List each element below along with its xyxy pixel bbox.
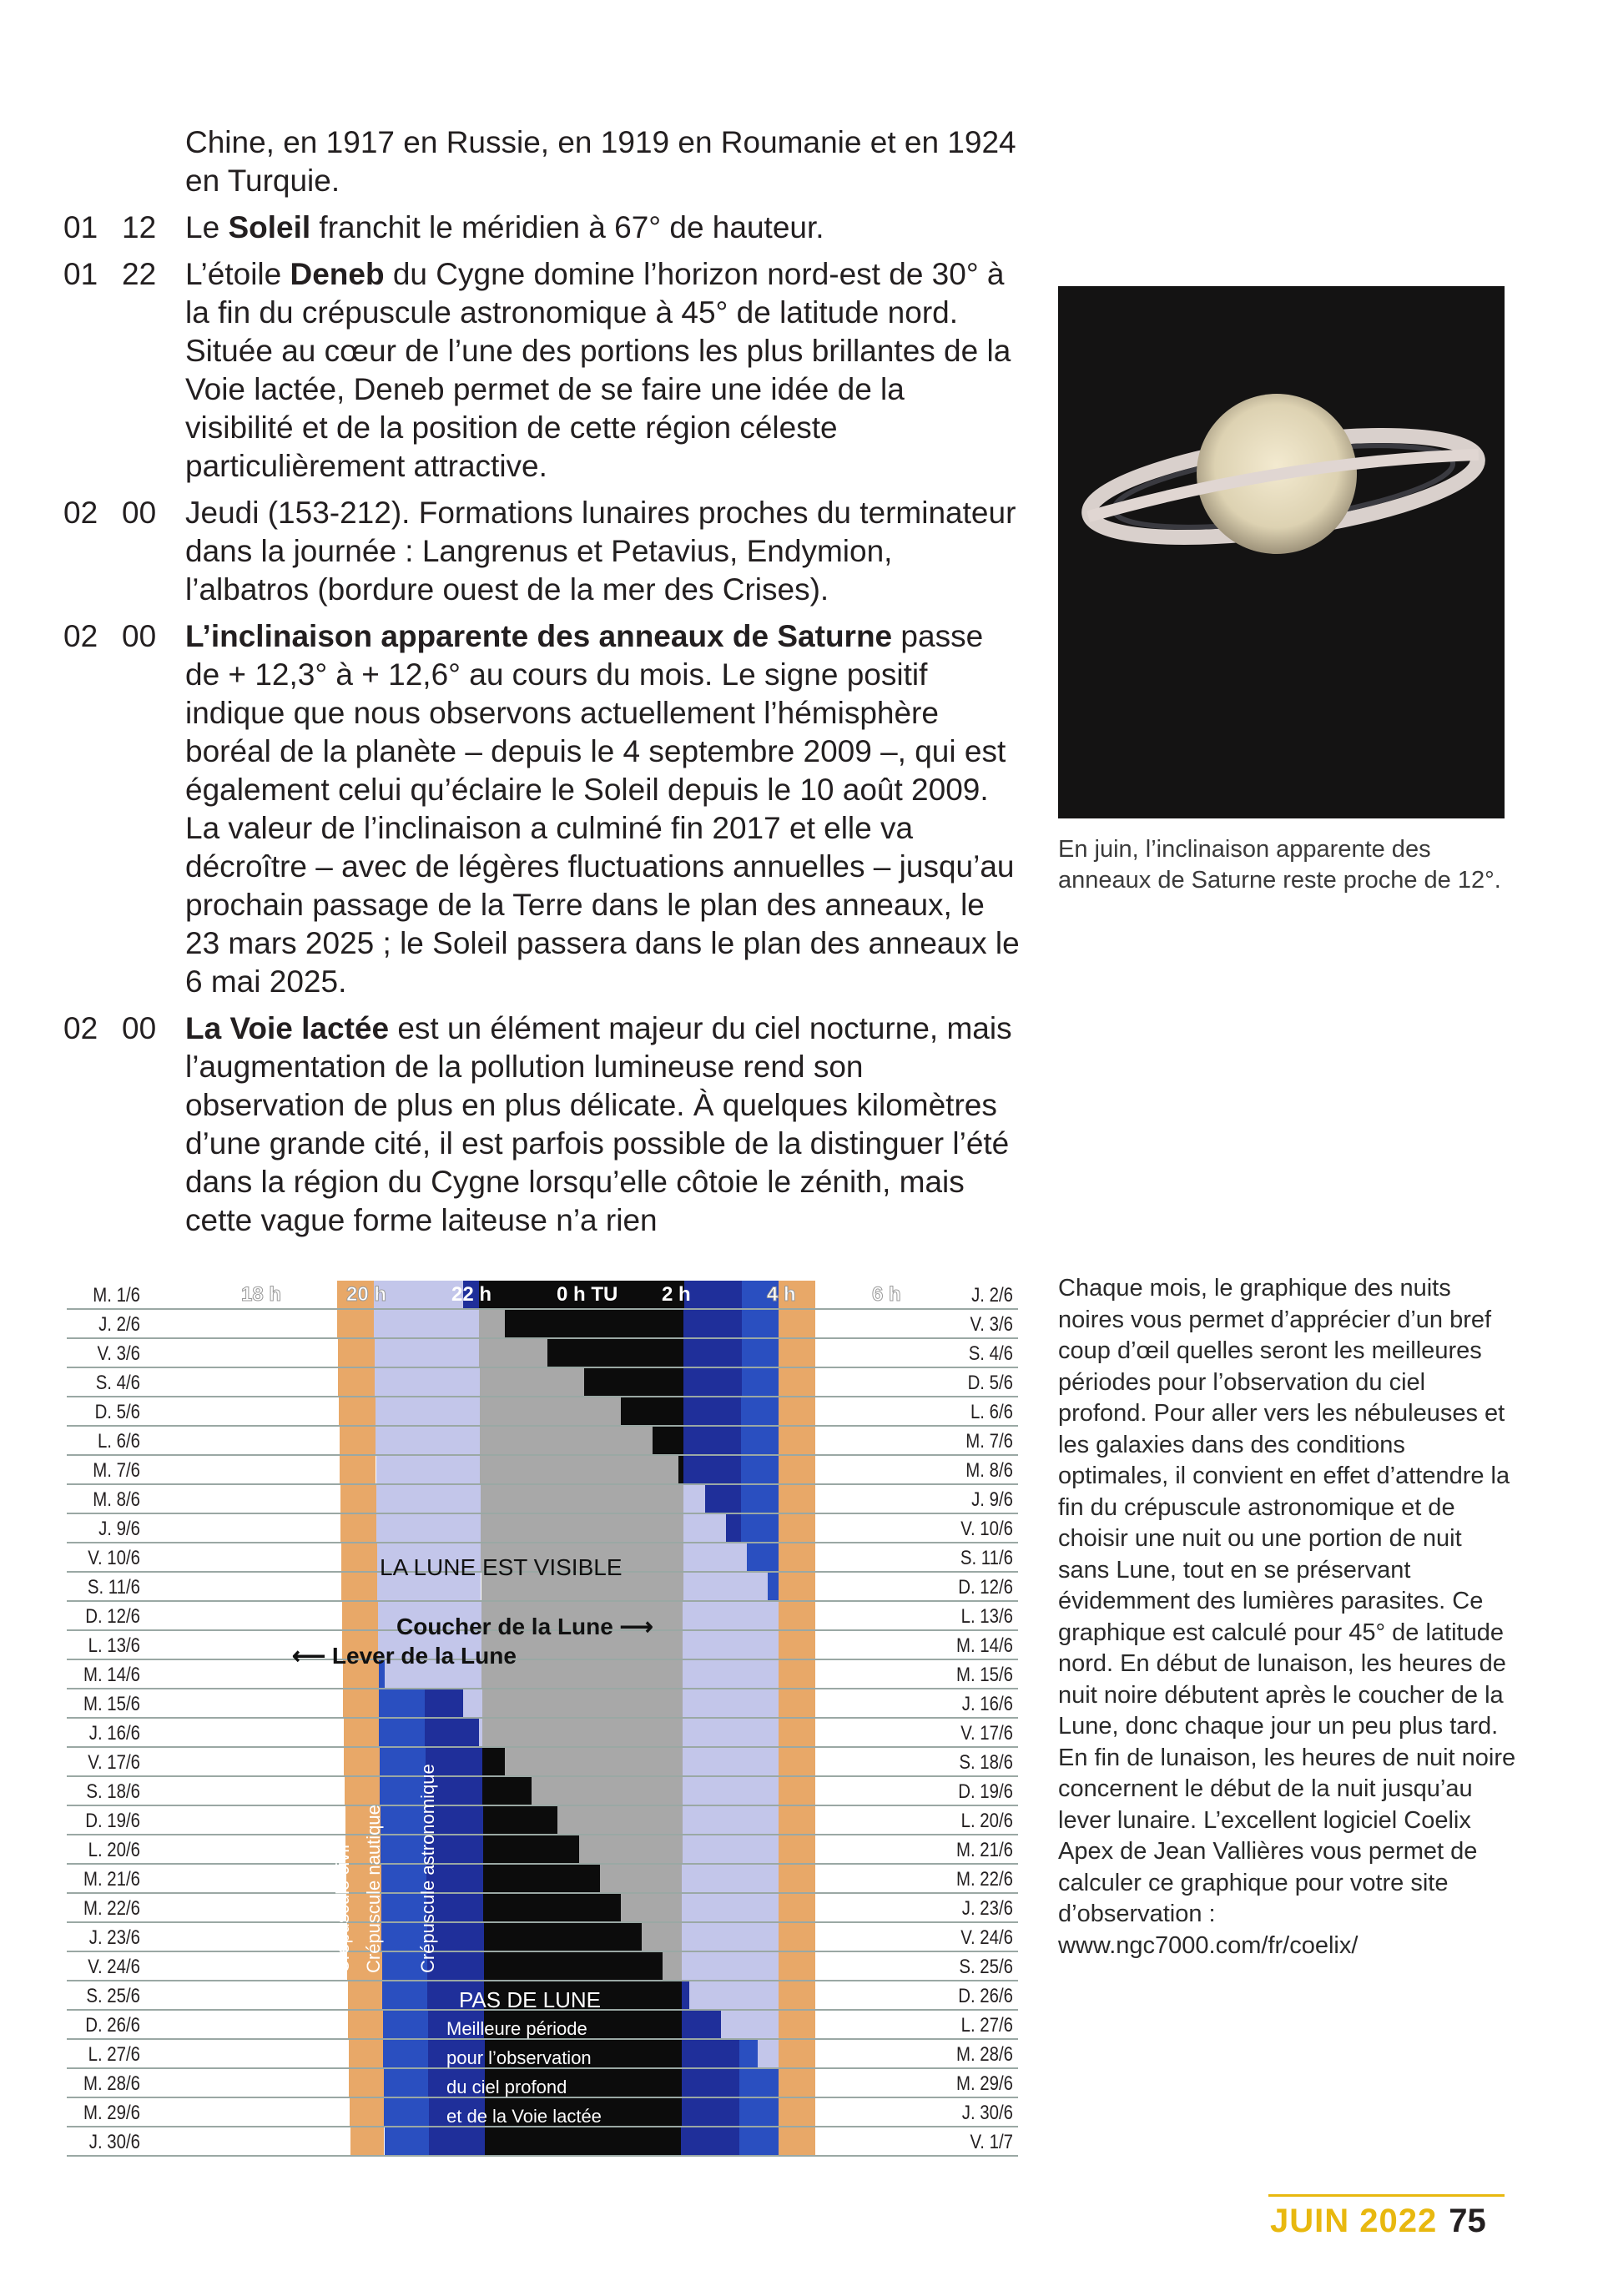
page-number: 75 bbox=[1449, 2203, 1486, 2239]
astronomical-twilight bbox=[683, 1339, 741, 1368]
moon-visible-label: LA LUNE EST VISIBLE bbox=[380, 1554, 623, 1580]
row-label-left: J. 16/6 bbox=[88, 1722, 140, 1745]
civil-twilight bbox=[779, 2040, 815, 2069]
civil-twilight bbox=[344, 1719, 379, 1748]
row-label-right: D. 12/6 bbox=[958, 1576, 1013, 1599]
entry-text: Jeudi (153-212). Formations lunaires proches du terminateur dans la journée : Langrenus et Petavius, Endymion, l’albatros (bordure ouest de la mer des Crises). bbox=[185, 496, 1016, 607]
civil-twilight bbox=[779, 1952, 815, 1981]
row-label-right: J. 2/6 bbox=[971, 1284, 1013, 1307]
moon-twilight bbox=[682, 1952, 779, 1981]
row-label-left: M. 14/6 bbox=[83, 1664, 140, 1686]
civil-twilight bbox=[779, 1456, 815, 1485]
row-label-left: D. 12/6 bbox=[85, 1605, 140, 1628]
ephemeris-entry bbox=[0, 494, 1016, 609]
civil-twilight bbox=[779, 1514, 815, 1543]
civil-twilight bbox=[779, 1981, 815, 2011]
civil-twilight bbox=[348, 1981, 382, 2011]
astronomical-twilight bbox=[683, 1397, 741, 1427]
civil-twilight bbox=[779, 1602, 815, 1631]
nautical-twilight bbox=[379, 1719, 425, 1748]
chart-row bbox=[67, 1835, 1018, 1865]
moon-twilight bbox=[376, 1397, 480, 1427]
row-label-right: S. 11/6 bbox=[960, 1547, 1013, 1569]
row-label-left: L. 13/6 bbox=[88, 1634, 140, 1657]
moon-twilight bbox=[721, 2011, 779, 2040]
civil-twilight bbox=[338, 1339, 375, 1368]
row-label-right: V. 1/7 bbox=[970, 2131, 1013, 2153]
row-label-left: J. 9/6 bbox=[98, 1518, 140, 1540]
moon-twilight bbox=[683, 1689, 779, 1719]
entry-hour: 00 bbox=[122, 1011, 157, 1045]
civil-twilight bbox=[779, 1689, 815, 1719]
time-tick: 22 h bbox=[451, 1283, 492, 1306]
chart-row bbox=[67, 1485, 1018, 1514]
moon-visible bbox=[480, 1368, 584, 1397]
moon-twilight bbox=[683, 1514, 726, 1543]
astronomical-twilight bbox=[682, 2069, 739, 2098]
nautical-twilight-label: Crépuscule nautique bbox=[363, 1805, 384, 1973]
moonset-label: Coucher de la Lune ⟶ bbox=[396, 1614, 653, 1639]
moon-visible bbox=[482, 1719, 683, 1748]
astronomical-twilight bbox=[681, 2127, 739, 2157]
nautical-twilight bbox=[739, 2127, 779, 2157]
chart-row bbox=[67, 1806, 1018, 1835]
row-label-right: J. 9/6 bbox=[971, 1488, 1013, 1511]
no-moon-label: PAS DE LUNE bbox=[459, 1987, 602, 2012]
civil-twilight bbox=[779, 1397, 815, 1427]
civil-twilight bbox=[779, 1806, 815, 1835]
chart-row bbox=[67, 1923, 1018, 1952]
entry-text: L’inclinaison apparente des anneaux de Saturne passe de + 12,3° à + 12,6° au cours du mois. Le signe positif indique que nous observons actuellement l’hémisphère boréal de la planète – depuis le 4 septembre 2009 –, qui est également celui qu’éclaire le Soleil depuis le 10 août 2009. La valeur de l’inclinaison a culminé fin 2017 et elle va décroître – avec de légères fluctuations annuelles – jusqu’au prochain passage de la Terre dans le plan des anneaux, le 23 mars 2025 ; le Soleil passera dans le plan des anneaux le 6 mai 2025. bbox=[185, 619, 1020, 999]
astronomical-twilight bbox=[682, 2098, 739, 2127]
moon-twilight bbox=[683, 1719, 779, 1748]
civil-twilight bbox=[779, 1573, 815, 1602]
row-label-right: M. 8/6 bbox=[965, 1459, 1013, 1482]
chart-row bbox=[67, 1748, 1018, 1777]
civil-twilight bbox=[779, 2069, 815, 2098]
time-tick: 20 h bbox=[346, 1283, 387, 1306]
nautical-twilight bbox=[741, 1397, 779, 1427]
chart-row bbox=[67, 1456, 1018, 1485]
moon-visible bbox=[479, 1339, 547, 1368]
moon-twilight bbox=[682, 1865, 779, 1894]
chart-row bbox=[67, 1514, 1018, 1543]
entry-text: Chine, en 1917 en Russie, en 1919 en Roumanie et en 1924 en Turquie. bbox=[185, 125, 1016, 198]
best-period-label: Meilleure période bbox=[446, 2018, 587, 2039]
row-label-right: L. 13/6 bbox=[960, 1605, 1013, 1628]
moon-twilight bbox=[683, 1835, 779, 1865]
civil-twilight bbox=[779, 1835, 815, 1865]
civil-twilight bbox=[779, 1923, 815, 1952]
row-label-right: S. 4/6 bbox=[968, 1342, 1013, 1365]
civil-twilight bbox=[779, 1777, 815, 1806]
moon-twilight bbox=[376, 1514, 481, 1543]
entry-hour: 22 bbox=[122, 257, 157, 291]
entry-day: 01 bbox=[63, 257, 98, 291]
civil-twilight bbox=[779, 2098, 815, 2127]
chart-row bbox=[67, 1719, 1018, 1748]
civil-twilight bbox=[345, 1777, 380, 1806]
row-label-right: D. 5/6 bbox=[967, 1372, 1013, 1394]
row-label-right: M. 21/6 bbox=[955, 1839, 1013, 1861]
time-tick: 0 h TU bbox=[557, 1283, 618, 1306]
saturn-photo bbox=[1058, 286, 1505, 818]
row-label-left: M. 21/6 bbox=[83, 1868, 140, 1891]
dark-night bbox=[485, 2127, 681, 2157]
nautical-twilight bbox=[739, 2069, 779, 2098]
chart-row bbox=[67, 1865, 1018, 1894]
row-label-right: D. 26/6 bbox=[958, 1985, 1013, 2007]
best-period-label: pour l’observation bbox=[446, 2047, 592, 2068]
best-period-label: et de la Voie lactée bbox=[446, 2106, 602, 2127]
time-tick: 18 h bbox=[241, 1283, 282, 1306]
ephemeris-entry bbox=[0, 123, 1016, 200]
row-label-left: S. 18/6 bbox=[86, 1780, 140, 1803]
chart-row bbox=[67, 2127, 1018, 2157]
best-period-label: du ciel profond bbox=[446, 2077, 567, 2097]
photo-caption: En juin, l’inclinaison apparente des anneaux de Saturne reste proche de 12°. bbox=[1058, 836, 1501, 894]
row-label-left: M. 7/6 bbox=[93, 1459, 140, 1482]
row-label-left: J. 30/6 bbox=[88, 2131, 140, 2153]
moon-visible bbox=[505, 1748, 682, 1777]
civil-twilight bbox=[340, 1485, 376, 1514]
civil-twilight bbox=[337, 1310, 374, 1339]
row-label-left: M. 28/6 bbox=[83, 2072, 140, 2095]
civil-twilight bbox=[339, 1397, 376, 1427]
row-label-right: V. 17/6 bbox=[960, 1722, 1013, 1745]
row-label-left: V. 3/6 bbox=[97, 1342, 140, 1365]
nautical-twilight bbox=[741, 1456, 779, 1485]
nautical-twilight bbox=[739, 2098, 779, 2127]
entry-text: L’étoile Deneb du Cygne domine l’horizon nord-est de 30° à la fin du crépuscule astronomique à 45° de latitude nord. Située au cœur de l’une des portions les plus brillantes de la Voie lactée, Deneb permet de se faire une idée de la visibilité et de la position de cette région céleste particulièrement attractive. bbox=[185, 257, 1011, 483]
civil-twilight bbox=[340, 1427, 376, 1456]
row-label-left: S. 4/6 bbox=[95, 1372, 140, 1394]
nautical-twilight bbox=[741, 1427, 779, 1456]
row-label-right: L. 27/6 bbox=[960, 2014, 1013, 2037]
moon-twilight bbox=[374, 1310, 479, 1339]
entry-day: 02 bbox=[63, 1011, 98, 1045]
row-label-left: M. 22/6 bbox=[83, 1897, 140, 1920]
moon-twilight bbox=[683, 1602, 779, 1631]
time-tick: 2 h bbox=[662, 1283, 691, 1306]
moon-visible bbox=[579, 1835, 683, 1865]
row-label-right: M. 7/6 bbox=[965, 1430, 1013, 1453]
nautical-twilight bbox=[742, 1368, 779, 1397]
civil-twilight bbox=[341, 1573, 377, 1602]
moon-visible bbox=[479, 1310, 505, 1339]
moon-twilight bbox=[683, 1543, 748, 1573]
chart-row bbox=[67, 1368, 1018, 1397]
moon-twilight bbox=[683, 1748, 779, 1777]
row-label-right: L. 20/6 bbox=[960, 1810, 1013, 1832]
moon-twilight bbox=[376, 1456, 481, 1485]
page-footer bbox=[1270, 2203, 1486, 2240]
dark-night bbox=[484, 1952, 682, 1981]
chart-row bbox=[67, 1952, 1018, 1981]
civil-twilight bbox=[779, 2011, 815, 2040]
saturn-icon bbox=[1058, 286, 1505, 818]
civil-twilight bbox=[779, 1427, 815, 1456]
row-label-left: V. 17/6 bbox=[88, 1751, 140, 1774]
civil-twilight bbox=[779, 1748, 815, 1777]
civil-twilight bbox=[779, 1368, 815, 1397]
row-label-left: V. 10/6 bbox=[88, 1547, 140, 1569]
chart-row bbox=[67, 1894, 1018, 1923]
moon-visible bbox=[621, 1894, 682, 1923]
ephemeris-entries bbox=[0, 123, 1020, 1248]
civil-twilight bbox=[338, 1368, 375, 1397]
civil-twilight bbox=[779, 2127, 815, 2157]
civil-twilight bbox=[342, 1602, 378, 1631]
astronomical-twilight-label: Crépuscule astronomique bbox=[417, 1764, 438, 1973]
civil-twilight bbox=[779, 1543, 815, 1573]
row-label-right: D. 19/6 bbox=[958, 1780, 1013, 1803]
moon-visible bbox=[557, 1806, 682, 1835]
moon-twilight bbox=[683, 1777, 779, 1806]
civil-twilight bbox=[350, 2127, 385, 2157]
footer-rule bbox=[1268, 2194, 1505, 2197]
nautical-twilight bbox=[382, 1981, 427, 2011]
row-label-left: V. 24/6 bbox=[88, 1956, 140, 1978]
row-label-right: M. 15/6 bbox=[955, 1664, 1013, 1686]
moon-visible bbox=[480, 1456, 678, 1485]
moon-twilight bbox=[374, 1281, 463, 1310]
civil-twilight bbox=[340, 1514, 376, 1543]
moon-visible bbox=[663, 1952, 682, 1981]
moon-twilight bbox=[683, 1631, 779, 1660]
row-label-left: D. 19/6 bbox=[85, 1810, 140, 1832]
dark-nights-chart bbox=[67, 1281, 1018, 2165]
row-label-right: J. 23/6 bbox=[961, 1897, 1013, 1920]
moon-twilight bbox=[683, 1573, 769, 1602]
row-label-left: M. 8/6 bbox=[93, 1488, 140, 1511]
chart-row bbox=[67, 1777, 1018, 1806]
moon-visible bbox=[480, 1397, 621, 1427]
astronomical-twilight bbox=[682, 2040, 739, 2069]
chart-row bbox=[67, 1397, 1018, 1427]
row-label-right: L. 6/6 bbox=[970, 1401, 1013, 1423]
row-label-right: S. 25/6 bbox=[959, 1956, 1013, 1978]
chart-row bbox=[67, 1427, 1018, 1456]
civil-twilight bbox=[779, 1719, 815, 1748]
row-label-right: V. 3/6 bbox=[970, 1313, 1013, 1336]
moon-visible bbox=[481, 1514, 683, 1543]
row-label-right: J. 16/6 bbox=[961, 1693, 1013, 1715]
chart-row bbox=[67, 1689, 1018, 1719]
chart-row bbox=[67, 1310, 1018, 1339]
moon-visible bbox=[532, 1777, 683, 1806]
ephemeris-entry bbox=[0, 209, 1001, 247]
nautical-twilight bbox=[383, 2040, 428, 2069]
moon-twilight bbox=[375, 1339, 480, 1368]
row-label-left: S. 25/6 bbox=[86, 1985, 140, 2007]
nautical-twilight bbox=[741, 1514, 779, 1543]
moon-twilight bbox=[463, 1689, 482, 1719]
row-divider bbox=[67, 2155, 1018, 2157]
nautical-twilight bbox=[742, 1339, 779, 1368]
civil-twilight bbox=[343, 1689, 379, 1719]
entry-day: 01 bbox=[63, 210, 98, 244]
row-label-left: M. 15/6 bbox=[83, 1693, 140, 1715]
dark-night bbox=[479, 1310, 683, 1339]
row-label-left: S. 11/6 bbox=[87, 1576, 140, 1599]
astronomical-twilight bbox=[683, 1456, 741, 1485]
civil-twilight bbox=[779, 1660, 815, 1689]
entry-hour: 00 bbox=[122, 496, 157, 530]
moon-twilight bbox=[682, 1923, 779, 1952]
row-label-right: M. 28/6 bbox=[955, 2043, 1013, 2066]
moon-twilight bbox=[682, 1894, 779, 1923]
moon-twilight bbox=[375, 1368, 479, 1397]
civil-twilight bbox=[779, 1485, 815, 1514]
row-label-left: D. 26/6 bbox=[85, 2014, 140, 2037]
row-label-left: J. 2/6 bbox=[98, 1313, 140, 1336]
moon-visible bbox=[642, 1923, 682, 1952]
chart-row bbox=[67, 1339, 1018, 1368]
time-tick: 6 h bbox=[872, 1283, 901, 1306]
moon-visible bbox=[480, 1427, 653, 1456]
chart-explanation: Chaque mois, le graphique des nuits noires vous permet d’apprécier d’un bref coup d’œil quelles seront les meilleures périodes pour l’observation du ciel profond. Pour aller vers les nébuleuses et les galaxies dans des conditions optimales, il convient en effet d’attendre la fin du crépuscule astronomique et de choisir une nuit ou une portion de nuit sans Lune, tout en se préservant évidemment des lumières parasites. Ce graphique est calculé pour 45° de latitude nord. En début de lunaison, les heures de nuit noire débutent après le coucher de la Lune, donc chaque jour un peu plus tard. En fin de lunaison, les heures de nuit noire concernent le début de la nuit jusqu’au lever lunaire. L’excellent logiciel Coelix Apex de Jean Vallières vous permet de calculer ce graphique pour votre site d’observation : www.ngc7000.com/fr/coelix/ bbox=[1058, 1275, 1516, 1959]
nautical-twilight bbox=[384, 2098, 429, 2127]
nautical-twilight bbox=[385, 2127, 430, 2157]
civil-twilight bbox=[348, 2011, 382, 2040]
row-label-right: S. 18/6 bbox=[959, 1751, 1013, 1774]
ephemeris-entry bbox=[0, 617, 1020, 1001]
row-label-left: D. 5/6 bbox=[94, 1401, 140, 1423]
chart-row bbox=[67, 1660, 1018, 1689]
moon-twilight bbox=[376, 1427, 480, 1456]
row-label-left: M. 29/6 bbox=[83, 2102, 140, 2124]
astronomical-twilight bbox=[683, 1368, 741, 1397]
civil-twilight bbox=[779, 1339, 815, 1368]
astronomical-twilight bbox=[683, 1310, 741, 1339]
moon-twilight bbox=[683, 1485, 705, 1514]
row-label-left: L. 6/6 bbox=[97, 1430, 140, 1453]
moonrise-label: ⟵ Lever de la Lune bbox=[292, 1643, 517, 1669]
issue-month: JUIN 2022 bbox=[1270, 2203, 1438, 2239]
row-label-right: V. 24/6 bbox=[960, 1926, 1013, 1949]
row-label-left: J. 23/6 bbox=[88, 1926, 140, 1949]
ephemeris-entry bbox=[0, 255, 1011, 486]
ephemeris-entry bbox=[0, 1010, 1012, 1240]
row-label-left: M. 1/6 bbox=[93, 1284, 140, 1307]
entry-day: 02 bbox=[63, 619, 98, 653]
civil-twilight-label: Crépuscule civil bbox=[332, 1844, 353, 1973]
civil-twilight bbox=[341, 1543, 377, 1573]
nautical-twilight bbox=[379, 1689, 425, 1719]
moon-visible bbox=[481, 1485, 683, 1514]
moon-twilight bbox=[689, 1981, 779, 2011]
civil-twilight bbox=[349, 2040, 383, 2069]
moon-twilight bbox=[758, 2040, 779, 2069]
nautical-twilight bbox=[742, 1310, 779, 1339]
moon-visible bbox=[600, 1865, 683, 1894]
civil-twilight bbox=[350, 2098, 384, 2127]
astronomical-twilight bbox=[425, 1719, 481, 1748]
row-label-left: L. 27/6 bbox=[88, 2043, 140, 2066]
entry-hour: 00 bbox=[122, 619, 157, 653]
astronomical-twilight bbox=[684, 1281, 742, 1310]
civil-twilight bbox=[779, 1310, 815, 1339]
entry-text: Le Soleil franchit le méridien à 67° de hauteur. bbox=[185, 210, 824, 244]
civil-twilight bbox=[344, 1748, 379, 1777]
civil-twilight bbox=[349, 2069, 383, 2098]
moon-twilight bbox=[683, 1806, 779, 1835]
entry-text: La Voie lactée est un élément majeur du ciel nocturne, mais l’augmentation de la pollution lumineuse rend son observation de plus en plus délicate. À quelques kilomètres d’une grande cité, il est parfois possible de la distinguer l’été dans la région du Cygne lorsqu’elle côtoie le zénith, mais cette vague forme laiteuse n’a rien bbox=[185, 1011, 1012, 1237]
row-label-right: M. 22/6 bbox=[955, 1868, 1013, 1891]
civil-twilight bbox=[779, 1865, 815, 1894]
row-label-right: J. 30/6 bbox=[961, 2102, 1013, 2124]
entry-hour: 12 bbox=[122, 210, 157, 244]
civil-twilight bbox=[779, 1894, 815, 1923]
astronomical-twilight bbox=[429, 2127, 485, 2157]
entry-day: 02 bbox=[63, 496, 98, 530]
astronomical-twilight bbox=[683, 1427, 741, 1456]
row-label-right: M. 29/6 bbox=[955, 2072, 1013, 2095]
time-tick: 4 h bbox=[767, 1283, 796, 1306]
row-label-left: L. 20/6 bbox=[88, 1839, 140, 1861]
nautical-twilight bbox=[384, 2069, 429, 2098]
moon-twilight bbox=[683, 1660, 779, 1689]
row-label-right: V. 10/6 bbox=[960, 1518, 1013, 1540]
nautical-twilight bbox=[741, 1485, 779, 1514]
nautical-twilight bbox=[383, 2011, 428, 2040]
row-label-right: M. 14/6 bbox=[955, 1634, 1013, 1657]
civil-twilight bbox=[779, 1631, 815, 1660]
civil-twilight bbox=[340, 1456, 376, 1485]
moon-visible bbox=[482, 1689, 683, 1719]
moon-twilight bbox=[376, 1485, 481, 1514]
